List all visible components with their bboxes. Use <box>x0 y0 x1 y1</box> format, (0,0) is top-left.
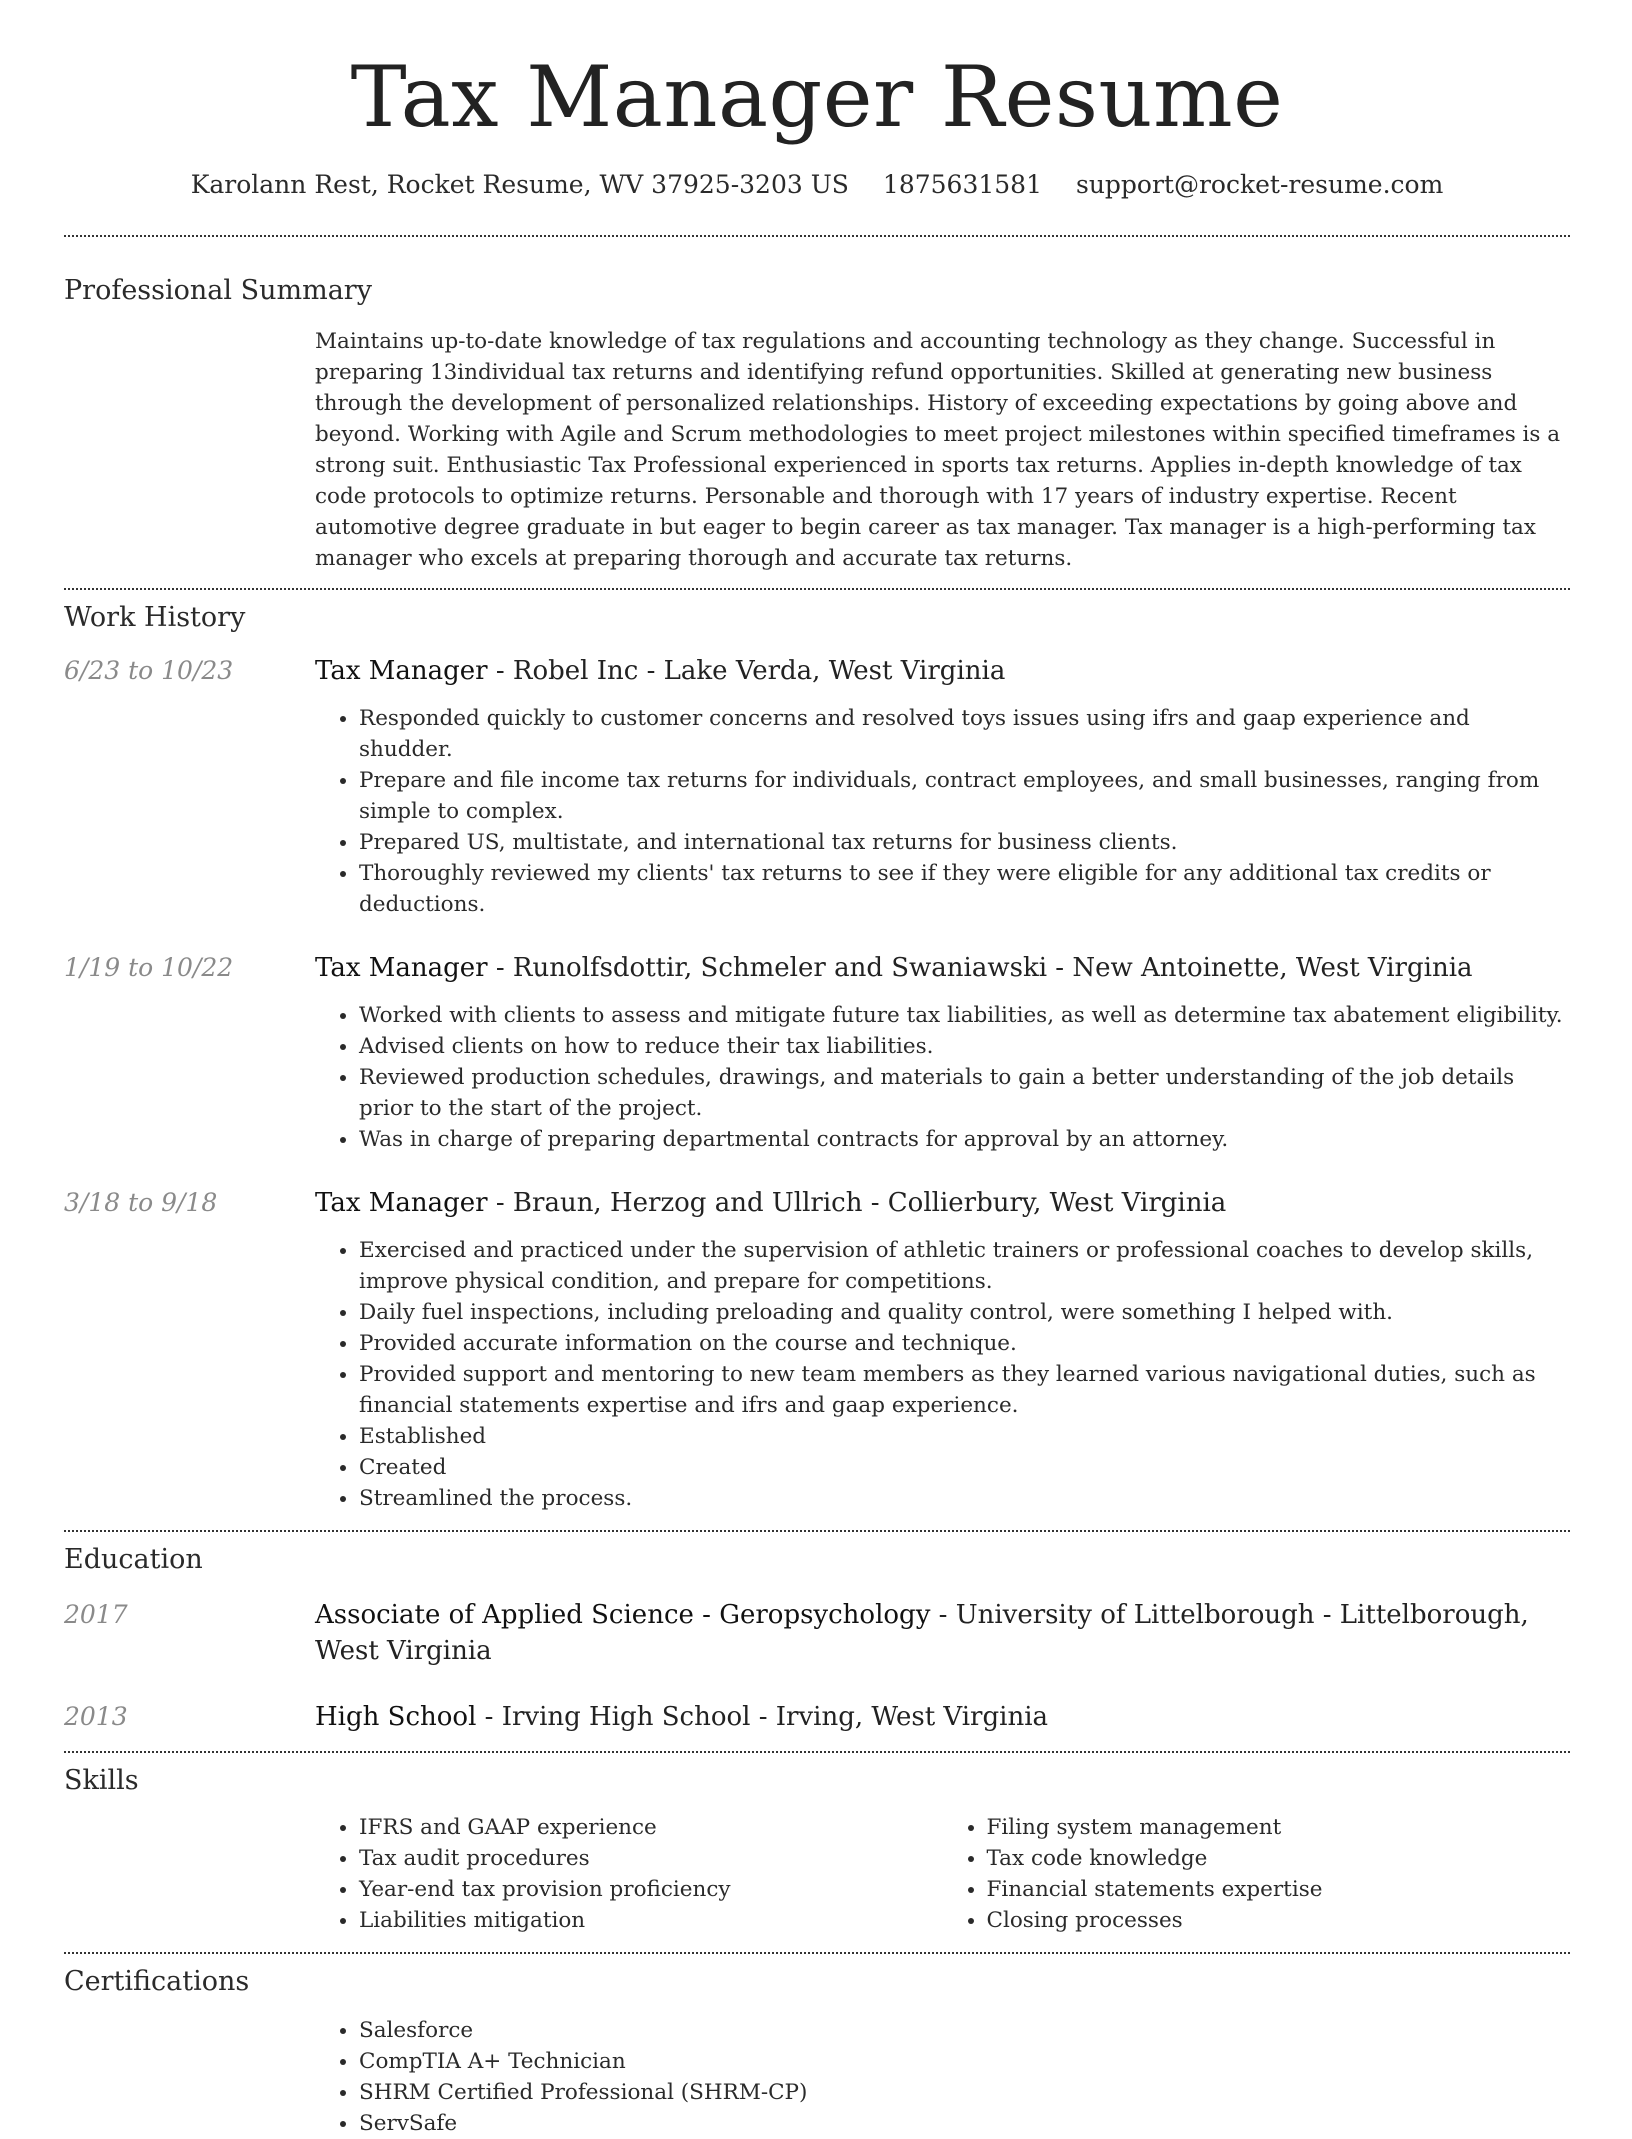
skills-list-left <box>315 1812 943 1936</box>
list-item: • Closing processes <box>987 1905 1571 1936</box>
job-dates: 6/23 to 10/23 <box>64 656 234 686</box>
contact-phone: 1875631581 <box>882 170 1042 200</box>
list-item: • ServSafe <box>359 2108 1570 2139</box>
list-item: • Financial statements expertise <box>987 1874 1571 1905</box>
list-item: • CompTIA A+ Technician <box>359 2046 1570 2077</box>
job-role: Tax Manager <box>315 1188 488 1219</box>
list-item: • Provided accurate information on the course and technique. <box>359 1328 1570 1359</box>
list-item: • Responded quickly to customer concerns and resolved toys issues using ifrs and gaap experience and shudder. <box>359 703 1570 765</box>
job-title <box>315 1185 1570 1221</box>
list-item: • Daily fuel inspections, including preloading and quality control, were something I helped with. <box>359 1297 1570 1328</box>
divider <box>64 1530 1570 1532</box>
page-title: Tax Manager Resume <box>350 48 1284 146</box>
education-title <box>315 1597 1570 1669</box>
education-entry <box>64 1699 1570 1735</box>
education-degree: Associate of Applied Science - Geropsychology <box>315 1600 931 1631</box>
job-entry <box>64 653 1570 920</box>
list-item: • Tax audit procedures <box>359 1843 943 1874</box>
job-dates: 1/19 to 10/22 <box>64 953 234 983</box>
divider <box>64 235 1570 237</box>
skills-list-right <box>943 1812 1571 1936</box>
divider <box>64 588 1570 590</box>
certifications-spacer <box>64 2015 315 2139</box>
list-item: • Thoroughly reviewed my clients' tax returns to see if they were eligible for any additional tax credits or deductions. <box>359 858 1570 920</box>
list-item: • Year-end tax provision proficiency <box>359 1874 943 1905</box>
list-item: • Exercised and practiced under the supervision of athletic trainers or professional coaches to develop skills, improve physical condition, and prepare for competitions. <box>359 1235 1570 1297</box>
certifications-list <box>315 2015 1570 2139</box>
section-title-education: Education <box>64 1544 203 1576</box>
contact-line <box>64 170 1570 199</box>
education-entry <box>64 1597 1570 1669</box>
list-item: • IFRS and GAAP experience <box>359 1812 943 1843</box>
job-role: Tax Manager <box>315 953 488 984</box>
list-item: • Reviewed production schedules, drawings, and materials to gain a better understanding of the job details prior to the start of the project. <box>359 1062 1570 1124</box>
section-title-summary: Professional Summary <box>64 275 372 307</box>
skills-spacer <box>64 1812 315 1936</box>
job-company-location: - Robel Inc - Lake Verda, West Virginia <box>487 656 1006 687</box>
section-title-work-history: Work History <box>64 602 246 634</box>
divider <box>64 1952 1570 1954</box>
divider <box>64 1751 1570 1753</box>
job-entry <box>64 950 1570 1155</box>
summary-text: Maintains up-to-date knowledge of tax regulations and accounting technology as they change. Successful in preparing 13individual tax returns and identifying refund opportunities. Skilled at generating new business through the development of personalized relationships. History of exceeding expectations by going above and beyond. Working with Agile and Scrum methodologies to meet project milestones within specified timeframes is a strong suit. Enthusiastic Tax Professional experienced in sports tax returns. Applies in-depth knowledge of tax code protocols to optimize returns. Personable and thorough with 17 years of industry expertise. Recent automotive degree graduate in but eager to begin career as tax manager. Tax manager is a high-performing tax manager who excels at preparing thorough and accurate tax returns. <box>315 329 1561 572</box>
job-dates: 3/18 to 9/18 <box>64 1188 218 1218</box>
list-item: • Was in charge of preparing departmental contracts for approval by an attorney. <box>359 1124 1570 1155</box>
education-school: - University of Littelborough - Littelborough, West Virginia <box>315 1600 1529 1667</box>
resume-page <box>64 0 1570 2139</box>
list-item: • Provided support and mentoring to new team members as they learned various navigational duties, such as financial statements expertise and ifrs and gaap experience. <box>359 1359 1570 1421</box>
summary-spacer <box>64 326 315 574</box>
contact-address: Karolann Rest, Rocket Resume, WV 37925-3203 US <box>190 170 849 200</box>
list-item: • Prepared US, multistate, and international tax returns for business clients. <box>359 827 1570 858</box>
education-degree: High School <box>315 1702 477 1733</box>
list-item: • Tax code knowledge <box>987 1843 1571 1874</box>
education-year: 2017 <box>64 1600 128 1630</box>
list-item: • Advised clients on how to reduce their tax liabilities. <box>359 1031 1570 1062</box>
education-title <box>315 1699 1570 1735</box>
job-role: Tax Manager <box>315 656 488 687</box>
section-title-certifications: Certifications <box>64 1966 250 1998</box>
job-bullets <box>315 703 1570 920</box>
education-school: - Irving High School - Irving, West Virginia <box>476 1702 1049 1733</box>
list-item: • Streamlined the process. <box>359 1483 1570 1514</box>
list-item: • Prepare and file income tax returns for individuals, contract employees, and small businesses, ranging from simple to complex. <box>359 765 1570 827</box>
contact-email: support@rocket-resume.com <box>1075 170 1444 200</box>
job-bullets <box>315 1000 1570 1155</box>
list-item: • SHRM Certified Professional (SHRM-CP) <box>359 2077 1570 2108</box>
job-title <box>315 653 1570 689</box>
education-year: 2013 <box>64 1702 128 1732</box>
list-item: • Filing system management <box>987 1812 1571 1843</box>
job-title <box>315 950 1570 986</box>
list-item: • Created <box>359 1452 1570 1483</box>
job-company-location: - Runolfsdottir, Schmeler and Swaniawski - New Antoinette, West Virginia <box>487 953 1473 984</box>
list-item: • Liabilities mitigation <box>359 1905 943 1936</box>
list-item: • Salesforce <box>359 2015 1570 2046</box>
section-title-skills: Skills <box>64 1765 139 1797</box>
job-entry <box>64 1185 1570 1514</box>
job-bullets <box>315 1235 1570 1514</box>
list-item: • Established <box>359 1421 1570 1452</box>
list-item: • Worked with clients to assess and mitigate future tax liabilities, as well as determine tax abatement eligibility. <box>359 1000 1570 1031</box>
job-company-location: - Braun, Herzog and Ullrich - Collierbury, West Virginia <box>487 1188 1227 1219</box>
